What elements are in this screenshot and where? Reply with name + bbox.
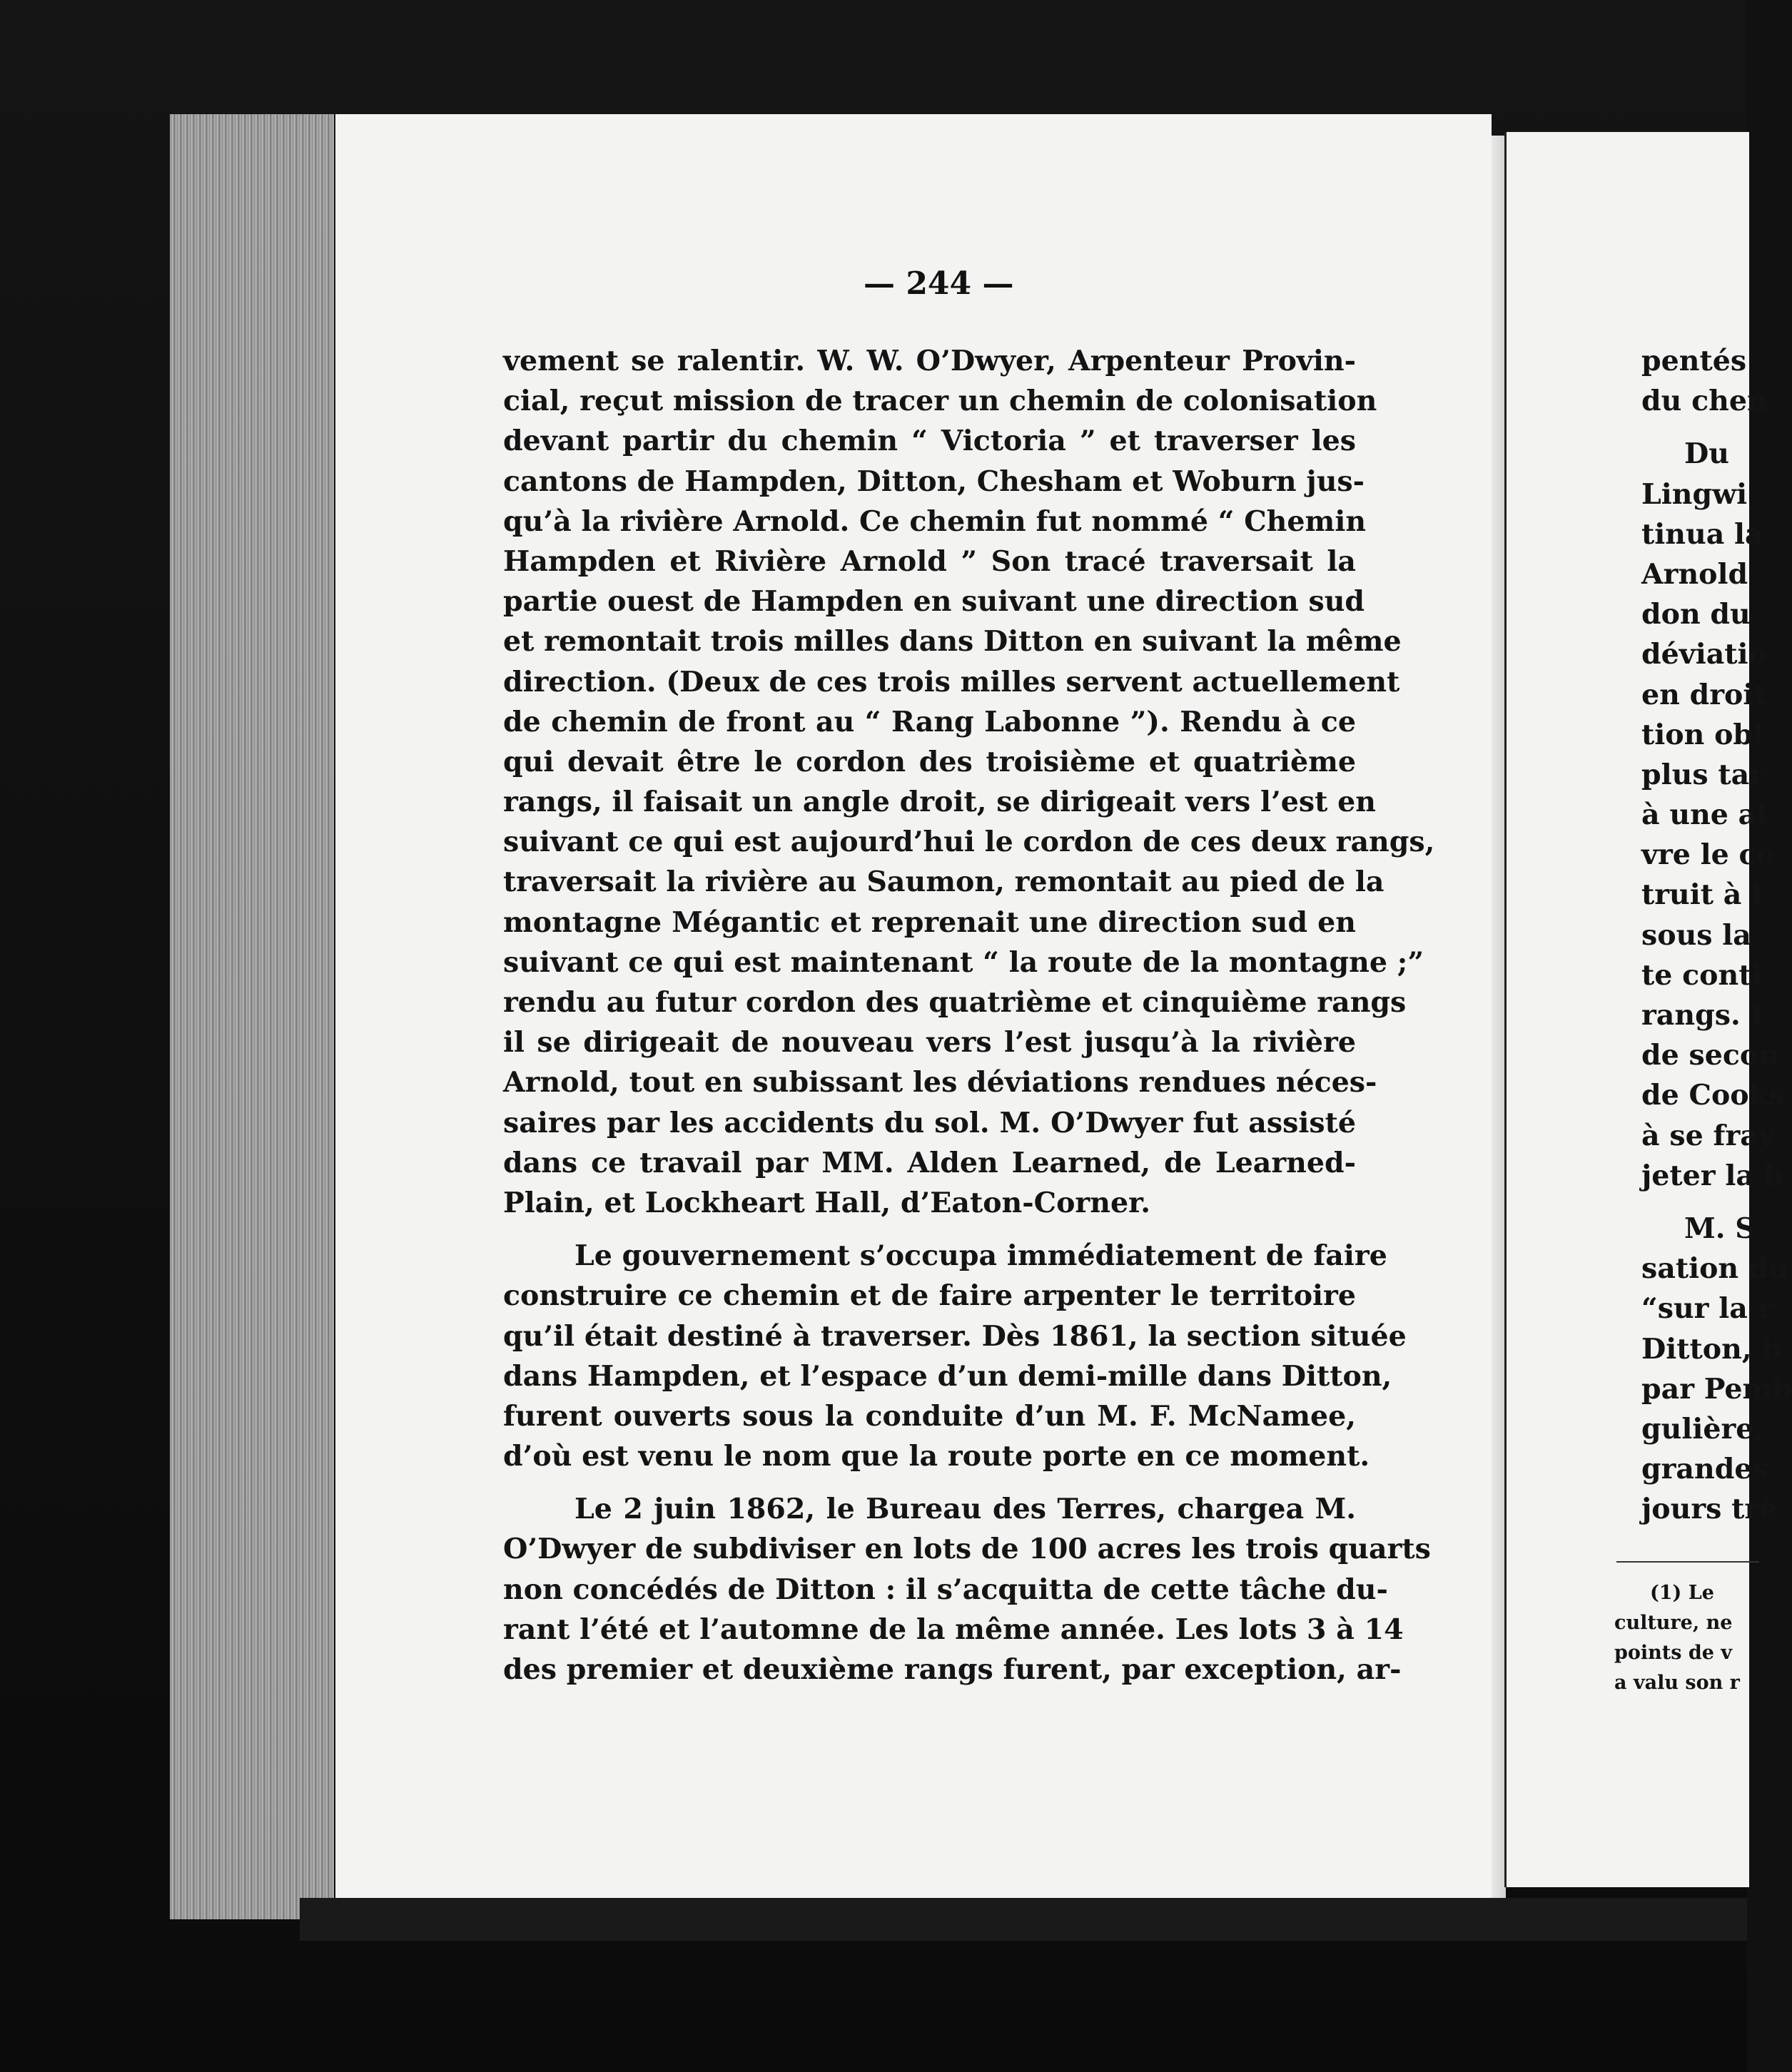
book-page-edges bbox=[170, 114, 334, 1919]
text-line: dans ce travail par MM. Alden Learned, de Learned- bbox=[503, 1146, 1356, 1179]
right-text-line: du chen bbox=[1641, 385, 1768, 418]
right-text-line: don du bbox=[1641, 598, 1751, 631]
text-line: suivant ce qui est aujourd’hui le cordon de ces deux rangs, bbox=[503, 826, 1435, 859]
paragraph-gap bbox=[503, 1476, 1356, 1489]
text-line: rangs, il faisait un angle droit, se dirigeait vers l’est en bbox=[503, 786, 1376, 819]
left-page-text bbox=[503, 341, 1435, 1690]
right-text-line: te conti bbox=[1641, 958, 1763, 992]
footnote-line: (1) Le bbox=[1650, 1582, 1714, 1604]
right-text-line: de secon bbox=[1641, 1039, 1779, 1072]
right-text-line: à une al bbox=[1641, 798, 1768, 832]
right-text-line: M. S bbox=[1684, 1212, 1756, 1245]
paragraph-gap bbox=[1641, 1196, 1792, 1209]
right-text-line: rangs. I bbox=[1641, 999, 1763, 1032]
right-text-line: de Cooks bbox=[1641, 1079, 1785, 1112]
text-line: construire ce chemin et de faire arpenter le territoire bbox=[503, 1279, 1356, 1313]
footnote-line: culture, ne bbox=[1614, 1612, 1733, 1634]
right-text-line: tion obl bbox=[1641, 718, 1764, 751]
paragraph-gap bbox=[1641, 421, 1792, 434]
text-line: direction. (Deux de ces trois milles servent actuellement bbox=[503, 665, 1400, 699]
text-line: et remontait trois milles dans Ditton en suivant la même bbox=[503, 625, 1402, 659]
text-line: vement se ralentir. W. W. O’Dwyer, Arpenteur Provin- bbox=[503, 345, 1356, 377]
right-text-line: jeter la b bbox=[1641, 1159, 1784, 1192]
text-line: cial, reçut mission de tracer un chemin de colonisation bbox=[503, 385, 1377, 418]
text-line: qui devait être le cordon des troisième et quatrième bbox=[503, 745, 1356, 778]
right-text-line: à se fray bbox=[1641, 1119, 1775, 1152]
right-text-line: plus tar bbox=[1641, 758, 1764, 791]
right-page-footnote bbox=[1614, 1578, 1740, 1698]
text-line: furent ouverts sous la conduite d’un M. F. McNamee, bbox=[503, 1399, 1356, 1433]
right-text-line: Lingwi bbox=[1641, 477, 1748, 511]
text-line: rant l’été et l’automne de la même année. Les lots 3 à 14 bbox=[503, 1613, 1404, 1646]
book-gutter bbox=[1492, 136, 1506, 1919]
text-line: des premier et deuxième rangs furent, par exception, ar- bbox=[503, 1653, 1402, 1686]
text-line: Arnold, tout en subissant les déviations rendues néces- bbox=[503, 1066, 1377, 1100]
right-text-line: truit à t bbox=[1641, 878, 1765, 912]
text-line: qu’à la rivière Arnold. Ce chemin fut nommé “ Chemin bbox=[503, 504, 1367, 538]
bottom-shadow bbox=[300, 1898, 1747, 1941]
right-text-line: grandes bbox=[1641, 1453, 1768, 1486]
right-text-line: pentés bbox=[1641, 345, 1747, 377]
text-line: cantons de Hampden, Ditton, Chesham et Woburn jus- bbox=[503, 464, 1365, 498]
footnote-line: a valu son r bbox=[1614, 1672, 1740, 1694]
text-line: saires par les accidents du sol. M. O’Dwyer fut assisté bbox=[503, 1106, 1356, 1139]
right-text-line: jours trè bbox=[1641, 1493, 1778, 1526]
footnote-line: points de v bbox=[1614, 1642, 1732, 1664]
text-line: Le gouvernement s’occupa immédiatement de faire bbox=[574, 1239, 1387, 1273]
right-page-text-fragment bbox=[1641, 341, 1792, 1529]
right-text-line: vre le co bbox=[1641, 838, 1775, 872]
right-text-line: Arnold bbox=[1641, 557, 1748, 591]
footnote-rule bbox=[1616, 1561, 1759, 1563]
text-line: Hampden et Rivière Arnold ” Son tracé traversait la bbox=[503, 544, 1356, 578]
text-line: Le 2 juin 1862, le Bureau des Terres, chargea M. bbox=[574, 1493, 1356, 1526]
text-line: partie ouest de Hampden en suivant une direction sud bbox=[503, 585, 1365, 619]
right-text-line: gulière, bbox=[1641, 1412, 1764, 1446]
text-line: non concédés de Ditton : il s’acquitta de cette tâche du- bbox=[503, 1573, 1388, 1606]
right-text-line: Ditton, b bbox=[1641, 1332, 1781, 1366]
text-line: il se dirigeait de nouveau vers l’est jusqu’à la rivière bbox=[503, 1026, 1356, 1060]
right-text-line: tinua la bbox=[1641, 517, 1763, 551]
right-text-line: par Pemb bbox=[1641, 1372, 1792, 1406]
text-line: qu’il était destiné à traverser. Dès 1861, la section située bbox=[503, 1319, 1407, 1353]
page-number: — 244 — bbox=[864, 265, 1014, 302]
text-line: de chemin de front au “ Rang Labonne ”). Rendu à ce bbox=[503, 705, 1356, 738]
text-line: devant partir du chemin “ Victoria ” et traverser les bbox=[503, 425, 1356, 458]
text-line: rendu au futur cordon des quatrième et cinquième rangs bbox=[503, 986, 1407, 1019]
right-text-line: déviatio bbox=[1641, 638, 1767, 671]
text-line: suivant ce qui est maintenant “ la route de la montagne ;” bbox=[503, 945, 1424, 979]
right-text-line: en droit bbox=[1641, 678, 1767, 711]
right-text-line: sation du bbox=[1641, 1252, 1789, 1286]
text-line: O’Dwyer de subdiviser en lots de 100 acres les trois quarts bbox=[503, 1533, 1431, 1566]
text-line: montagne Mégantic et reprenait une direction sud en bbox=[503, 905, 1356, 939]
text-line: dans Hampden, et l’espace d’un demi-mille dans Ditton, bbox=[503, 1359, 1392, 1393]
right-text-line: “sur la r bbox=[1641, 1292, 1773, 1326]
right-text-line: Du bbox=[1684, 437, 1729, 471]
text-line: traversait la rivière au Saumon, remontait au pied de la bbox=[503, 865, 1385, 899]
text-line: Plain, et Lockheart Hall, d’Eaton-Corner. bbox=[503, 1186, 1151, 1219]
text-line: d’où est venu le nom que la route porte en ce moment. bbox=[503, 1440, 1370, 1473]
paragraph-gap bbox=[503, 1223, 1356, 1236]
right-text-line: sous la bbox=[1641, 918, 1751, 952]
